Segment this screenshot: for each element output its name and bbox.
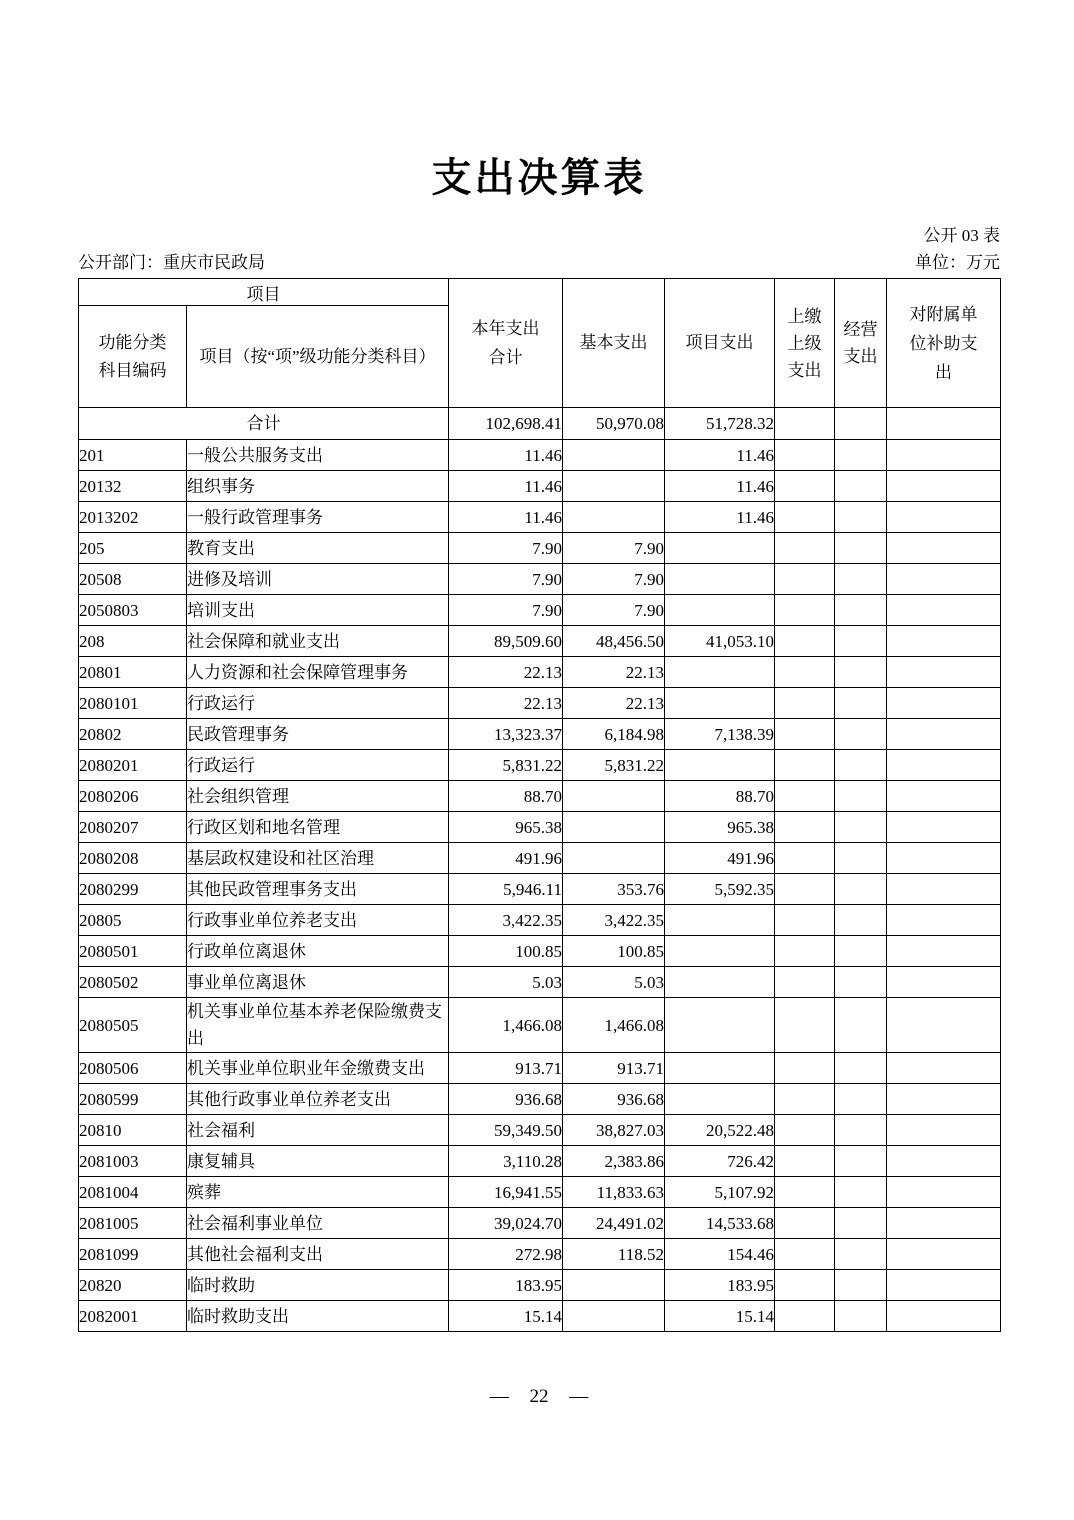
- row-value: [835, 440, 887, 471]
- row-value: [887, 440, 1001, 471]
- header-operating-expenditure: 经营支出: [835, 279, 887, 408]
- row-value: [887, 1053, 1001, 1084]
- row-value: [775, 471, 835, 502]
- row-value: 22.13: [563, 688, 665, 719]
- row-value: 7.90: [449, 564, 563, 595]
- row-value: 15.14: [449, 1301, 563, 1332]
- table-row: [79, 1177, 1001, 1208]
- row-value: [887, 998, 1001, 1053]
- row-value: [835, 750, 887, 781]
- row-value: [887, 1115, 1001, 1146]
- header-item-name: 项目（按“项”级功能分类科目）: [187, 306, 449, 408]
- row-value: [887, 719, 1001, 750]
- table-row: [79, 719, 1001, 750]
- row-name: 其他民政管理事务支出: [187, 874, 449, 905]
- row-value: [887, 657, 1001, 688]
- row-name: 殡葬: [187, 1177, 449, 1208]
- row-value: [835, 408, 887, 440]
- row-value: 11.46: [665, 440, 775, 471]
- expenditure-table: [78, 278, 1001, 1332]
- table-row: [79, 440, 1001, 471]
- table-row: [79, 936, 1001, 967]
- row-name: 教育支出: [187, 533, 449, 564]
- row-value: [775, 843, 835, 874]
- row-value: [887, 471, 1001, 502]
- row-value: [887, 750, 1001, 781]
- row-value: 936.68: [449, 1084, 563, 1115]
- row-code: 2080101: [79, 688, 187, 719]
- row-value: [835, 471, 887, 502]
- table-row: [79, 1146, 1001, 1177]
- row-value: [775, 874, 835, 905]
- header-basic-expenditure: 基本支出: [563, 279, 665, 408]
- row-value: [775, 812, 835, 843]
- row-value: 936.68: [563, 1084, 665, 1115]
- row-name: 临时救助: [187, 1270, 449, 1301]
- row-code: 2081003: [79, 1146, 187, 1177]
- row-value: 6,184.98: [563, 719, 665, 750]
- row-code: 2080506: [79, 1053, 187, 1084]
- row-value: 100.85: [449, 936, 563, 967]
- row-value: [563, 440, 665, 471]
- row-code: 20802: [79, 719, 187, 750]
- row-value: [665, 967, 775, 998]
- row-value: 5,592.35: [665, 874, 775, 905]
- row-value: [835, 1301, 887, 1332]
- row-value: 5,946.11: [449, 874, 563, 905]
- row-value: 154.46: [665, 1239, 775, 1270]
- table-row: [79, 874, 1001, 905]
- row-value: [563, 1301, 665, 1332]
- row-code: 201: [79, 440, 187, 471]
- row-name: 行政事业单位养老支出: [187, 905, 449, 936]
- row-value: [835, 564, 887, 595]
- row-value: 965.38: [449, 812, 563, 843]
- row-value: 1,466.08: [563, 998, 665, 1053]
- row-value: [775, 1084, 835, 1115]
- row-value: 5.03: [449, 967, 563, 998]
- row-value: [665, 1084, 775, 1115]
- row-value: [835, 812, 887, 843]
- row-value: [665, 750, 775, 781]
- row-value: [835, 595, 887, 626]
- table-row: [79, 657, 1001, 688]
- row-value: 272.98: [449, 1239, 563, 1270]
- row-name: 社会福利: [187, 1115, 449, 1146]
- row-code: 2080201: [79, 750, 187, 781]
- row-value: 7.90: [563, 533, 665, 564]
- row-value: 100.85: [563, 936, 665, 967]
- row-value: 7.90: [563, 595, 665, 626]
- row-value: 88.70: [449, 781, 563, 812]
- row-name: 基层政权建设和社区治理: [187, 843, 449, 874]
- row-name: 培训支出: [187, 595, 449, 626]
- row-value: [775, 657, 835, 688]
- row-value: 38,827.03: [563, 1115, 665, 1146]
- row-value: 5,831.22: [563, 750, 665, 781]
- total-row-label: 合计: [79, 408, 449, 440]
- row-name: 一般行政管理事务: [187, 502, 449, 533]
- row-value: [887, 688, 1001, 719]
- row-name: 其他行政事业单位养老支出: [187, 1084, 449, 1115]
- table-row: [79, 1115, 1001, 1146]
- row-value: [835, 1146, 887, 1177]
- row-name: 人力资源和社会保障管理事务: [187, 657, 449, 688]
- table-row: [79, 750, 1001, 781]
- row-value: [887, 1239, 1001, 1270]
- table-body: [79, 408, 1001, 1332]
- table-row: [79, 1208, 1001, 1239]
- row-value: [835, 1208, 887, 1239]
- row-value: [887, 1208, 1001, 1239]
- row-value: 14,533.68: [665, 1208, 775, 1239]
- row-value: [775, 688, 835, 719]
- row-code: 208: [79, 626, 187, 657]
- row-value: [887, 626, 1001, 657]
- row-value: [775, 440, 835, 471]
- row-value: [887, 595, 1001, 626]
- row-name: 进修及培训: [187, 564, 449, 595]
- row-value: [835, 502, 887, 533]
- row-value: [775, 905, 835, 936]
- table-row: [79, 1270, 1001, 1301]
- row-value: [835, 967, 887, 998]
- row-value: [835, 1053, 887, 1084]
- header-project-expenditure: 项目支出: [665, 279, 775, 408]
- row-value: 16,941.55: [449, 1177, 563, 1208]
- row-value: [887, 564, 1001, 595]
- row-value: 7.90: [449, 595, 563, 626]
- table-row: [79, 967, 1001, 998]
- row-value: [775, 936, 835, 967]
- table-row: [79, 564, 1001, 595]
- row-value: 3,110.28: [449, 1146, 563, 1177]
- page-number: — 22 —: [489, 1386, 589, 1407]
- table-row: [79, 502, 1001, 533]
- row-value: 88.70: [665, 781, 775, 812]
- row-value: [835, 781, 887, 812]
- row-value: 183.95: [449, 1270, 563, 1301]
- row-value: [887, 843, 1001, 874]
- row-value: 7,138.39: [665, 719, 775, 750]
- row-code: 2050803: [79, 595, 187, 626]
- row-value: [775, 1239, 835, 1270]
- table-row: [79, 688, 1001, 719]
- row-value: 11.46: [449, 440, 563, 471]
- row-value: 3,422.35: [449, 905, 563, 936]
- row-value: 51,728.32: [665, 408, 775, 440]
- meta-line: [78, 252, 1000, 274]
- row-value: [563, 471, 665, 502]
- row-name: 行政单位离退休: [187, 936, 449, 967]
- row-value: [775, 502, 835, 533]
- row-value: 13,323.37: [449, 719, 563, 750]
- row-code: 2080502: [79, 967, 187, 998]
- row-value: 11.46: [665, 471, 775, 502]
- row-value: 913.71: [563, 1053, 665, 1084]
- row-value: [563, 843, 665, 874]
- row-value: 11.46: [665, 502, 775, 533]
- row-value: [887, 1301, 1001, 1332]
- row-value: [835, 719, 887, 750]
- row-value: 5,107.92: [665, 1177, 775, 1208]
- row-value: [887, 936, 1001, 967]
- table-row: [79, 905, 1001, 936]
- row-value: [775, 967, 835, 998]
- header-total-expenditure: 本年支出合计: [449, 279, 563, 408]
- row-code: 2082001: [79, 1301, 187, 1332]
- table-row: [79, 1053, 1001, 1084]
- row-value: [835, 1239, 887, 1270]
- row-name: 行政运行: [187, 750, 449, 781]
- row-value: 7.90: [563, 564, 665, 595]
- row-value: [775, 408, 835, 440]
- row-value: [665, 998, 775, 1053]
- row-value: [563, 1270, 665, 1301]
- header-function-code: 功能分类科目编码: [79, 306, 187, 408]
- header-subsidy-expenditure: 对附属单位补助支出: [887, 279, 1001, 408]
- row-code: 2013202: [79, 502, 187, 533]
- table-row: [79, 812, 1001, 843]
- row-value: 118.52: [563, 1239, 665, 1270]
- row-value: [835, 1084, 887, 1115]
- row-value: [887, 812, 1001, 843]
- row-value: 22.13: [449, 688, 563, 719]
- row-value: [887, 408, 1001, 440]
- row-value: [887, 533, 1001, 564]
- row-value: 11.46: [449, 471, 563, 502]
- row-value: [835, 1177, 887, 1208]
- row-name: 一般公共服务支出: [187, 440, 449, 471]
- row-value: [835, 905, 887, 936]
- row-code: 20810: [79, 1115, 187, 1146]
- row-value: 22.13: [449, 657, 563, 688]
- row-name: 行政运行: [187, 688, 449, 719]
- row-value: [665, 905, 775, 936]
- row-value: [775, 1270, 835, 1301]
- row-code: 205: [79, 533, 187, 564]
- table-row: [79, 1301, 1001, 1332]
- row-code: 2080208: [79, 843, 187, 874]
- row-value: [775, 1208, 835, 1239]
- row-value: [835, 936, 887, 967]
- row-code: 20508: [79, 564, 187, 595]
- row-value: 353.76: [563, 874, 665, 905]
- row-value: [887, 1177, 1001, 1208]
- row-value: [775, 533, 835, 564]
- row-value: 24,491.02: [563, 1208, 665, 1239]
- header-upper-level-expenditure: 上缴上级支出: [775, 279, 835, 408]
- row-value: 913.71: [449, 1053, 563, 1084]
- row-value: [887, 781, 1001, 812]
- row-value: 22.13: [563, 657, 665, 688]
- row-name: 机关事业单位职业年金缴费支出: [187, 1053, 449, 1084]
- table-row: [79, 533, 1001, 564]
- row-value: 39,024.70: [449, 1208, 563, 1239]
- row-value: 7.90: [449, 533, 563, 564]
- row-name: 事业单位离退休: [187, 967, 449, 998]
- row-value: [775, 1177, 835, 1208]
- row-value: [665, 936, 775, 967]
- row-value: 491.96: [449, 843, 563, 874]
- row-value: [835, 998, 887, 1053]
- row-code: 2081005: [79, 1208, 187, 1239]
- row-value: 1,466.08: [449, 998, 563, 1053]
- table-row: [79, 471, 1001, 502]
- row-value: [835, 1115, 887, 1146]
- row-value: 102,698.41: [449, 408, 563, 440]
- row-value: [563, 781, 665, 812]
- row-value: [563, 502, 665, 533]
- row-code: 2080207: [79, 812, 187, 843]
- table-row: [79, 595, 1001, 626]
- row-value: [775, 750, 835, 781]
- header-project-group: 项目: [79, 279, 449, 306]
- row-value: [665, 688, 775, 719]
- row-name: 社会福利事业单位: [187, 1208, 449, 1239]
- row-value: [835, 626, 887, 657]
- row-name: 民政管理事务: [187, 719, 449, 750]
- row-value: 15.14: [665, 1301, 775, 1332]
- row-value: 491.96: [665, 843, 775, 874]
- row-value: [665, 564, 775, 595]
- row-value: 2,383.86: [563, 1146, 665, 1177]
- row-value: [775, 1301, 835, 1332]
- row-value: [887, 502, 1001, 533]
- row-code: 20820: [79, 1270, 187, 1301]
- row-value: [835, 874, 887, 905]
- row-name: 社会保障和就业支出: [187, 626, 449, 657]
- page-title: 支出决算表: [431, 155, 647, 200]
- row-value: [835, 843, 887, 874]
- row-code: 2080505: [79, 998, 187, 1053]
- row-value: [775, 626, 835, 657]
- row-code: 2080501: [79, 936, 187, 967]
- row-value: 89,509.60: [449, 626, 563, 657]
- row-code: 20801: [79, 657, 187, 688]
- row-value: [775, 1115, 835, 1146]
- row-value: 50,970.08: [563, 408, 665, 440]
- row-code: 2080206: [79, 781, 187, 812]
- row-value: 48,456.50: [563, 626, 665, 657]
- row-value: [775, 595, 835, 626]
- row-value: [665, 1053, 775, 1084]
- row-value: [835, 657, 887, 688]
- department-label: 公开部门：重庆市民政局: [78, 253, 265, 272]
- row-value: 11.46: [449, 502, 563, 533]
- row-value: [665, 533, 775, 564]
- row-code: 2081099: [79, 1239, 187, 1270]
- row-value: [775, 998, 835, 1053]
- row-name: 其他社会福利支出: [187, 1239, 449, 1270]
- table-row: [79, 626, 1001, 657]
- unit-label: 单位：万元: [915, 253, 1000, 272]
- table-row: [79, 1239, 1001, 1270]
- row-value: [665, 595, 775, 626]
- row-code: 20805: [79, 905, 187, 936]
- row-value: [775, 781, 835, 812]
- row-value: 20,522.48: [665, 1115, 775, 1146]
- row-value: 11,833.63: [563, 1177, 665, 1208]
- row-code: 20132: [79, 471, 187, 502]
- row-value: [887, 1084, 1001, 1115]
- table-code-label: 公开 03 表: [923, 226, 1000, 245]
- table-row: [79, 1084, 1001, 1115]
- row-code: 2081004: [79, 1177, 187, 1208]
- row-value: 3,422.35: [563, 905, 665, 936]
- row-name: 社会组织管理: [187, 781, 449, 812]
- page-content: [78, 0, 1000, 1408]
- row-value: 41,053.10: [665, 626, 775, 657]
- row-value: [887, 1146, 1001, 1177]
- row-value: [887, 967, 1001, 998]
- table-row: [79, 998, 1001, 1053]
- row-value: 5.03: [563, 967, 665, 998]
- row-value: 726.42: [665, 1146, 775, 1177]
- row-value: 183.95: [665, 1270, 775, 1301]
- row-code: 2080299: [79, 874, 187, 905]
- row-name: 行政区划和地名管理: [187, 812, 449, 843]
- row-value: [887, 874, 1001, 905]
- row-name: 临时救助支出: [187, 1301, 449, 1332]
- row-value: 965.38: [665, 812, 775, 843]
- row-value: 5,831.22: [449, 750, 563, 781]
- row-value: [835, 688, 887, 719]
- table-row: [79, 843, 1001, 874]
- row-value: [775, 1053, 835, 1084]
- header-row-group: [79, 279, 1001, 306]
- row-value: [775, 564, 835, 595]
- table-row: [79, 781, 1001, 812]
- row-value: 59,349.50: [449, 1115, 563, 1146]
- table-row: [79, 408, 1001, 440]
- row-value: [835, 533, 887, 564]
- row-value: [563, 812, 665, 843]
- row-value: [887, 905, 1001, 936]
- row-value: [835, 1270, 887, 1301]
- row-code: 2080599: [79, 1084, 187, 1115]
- row-value: [775, 1146, 835, 1177]
- row-value: [665, 657, 775, 688]
- row-name: 机关事业单位基本养老保险缴费支出: [187, 998, 449, 1053]
- row-value: [775, 719, 835, 750]
- row-name: 组织事务: [187, 471, 449, 502]
- row-name: 康复辅具: [187, 1146, 449, 1177]
- row-value: [887, 1270, 1001, 1301]
